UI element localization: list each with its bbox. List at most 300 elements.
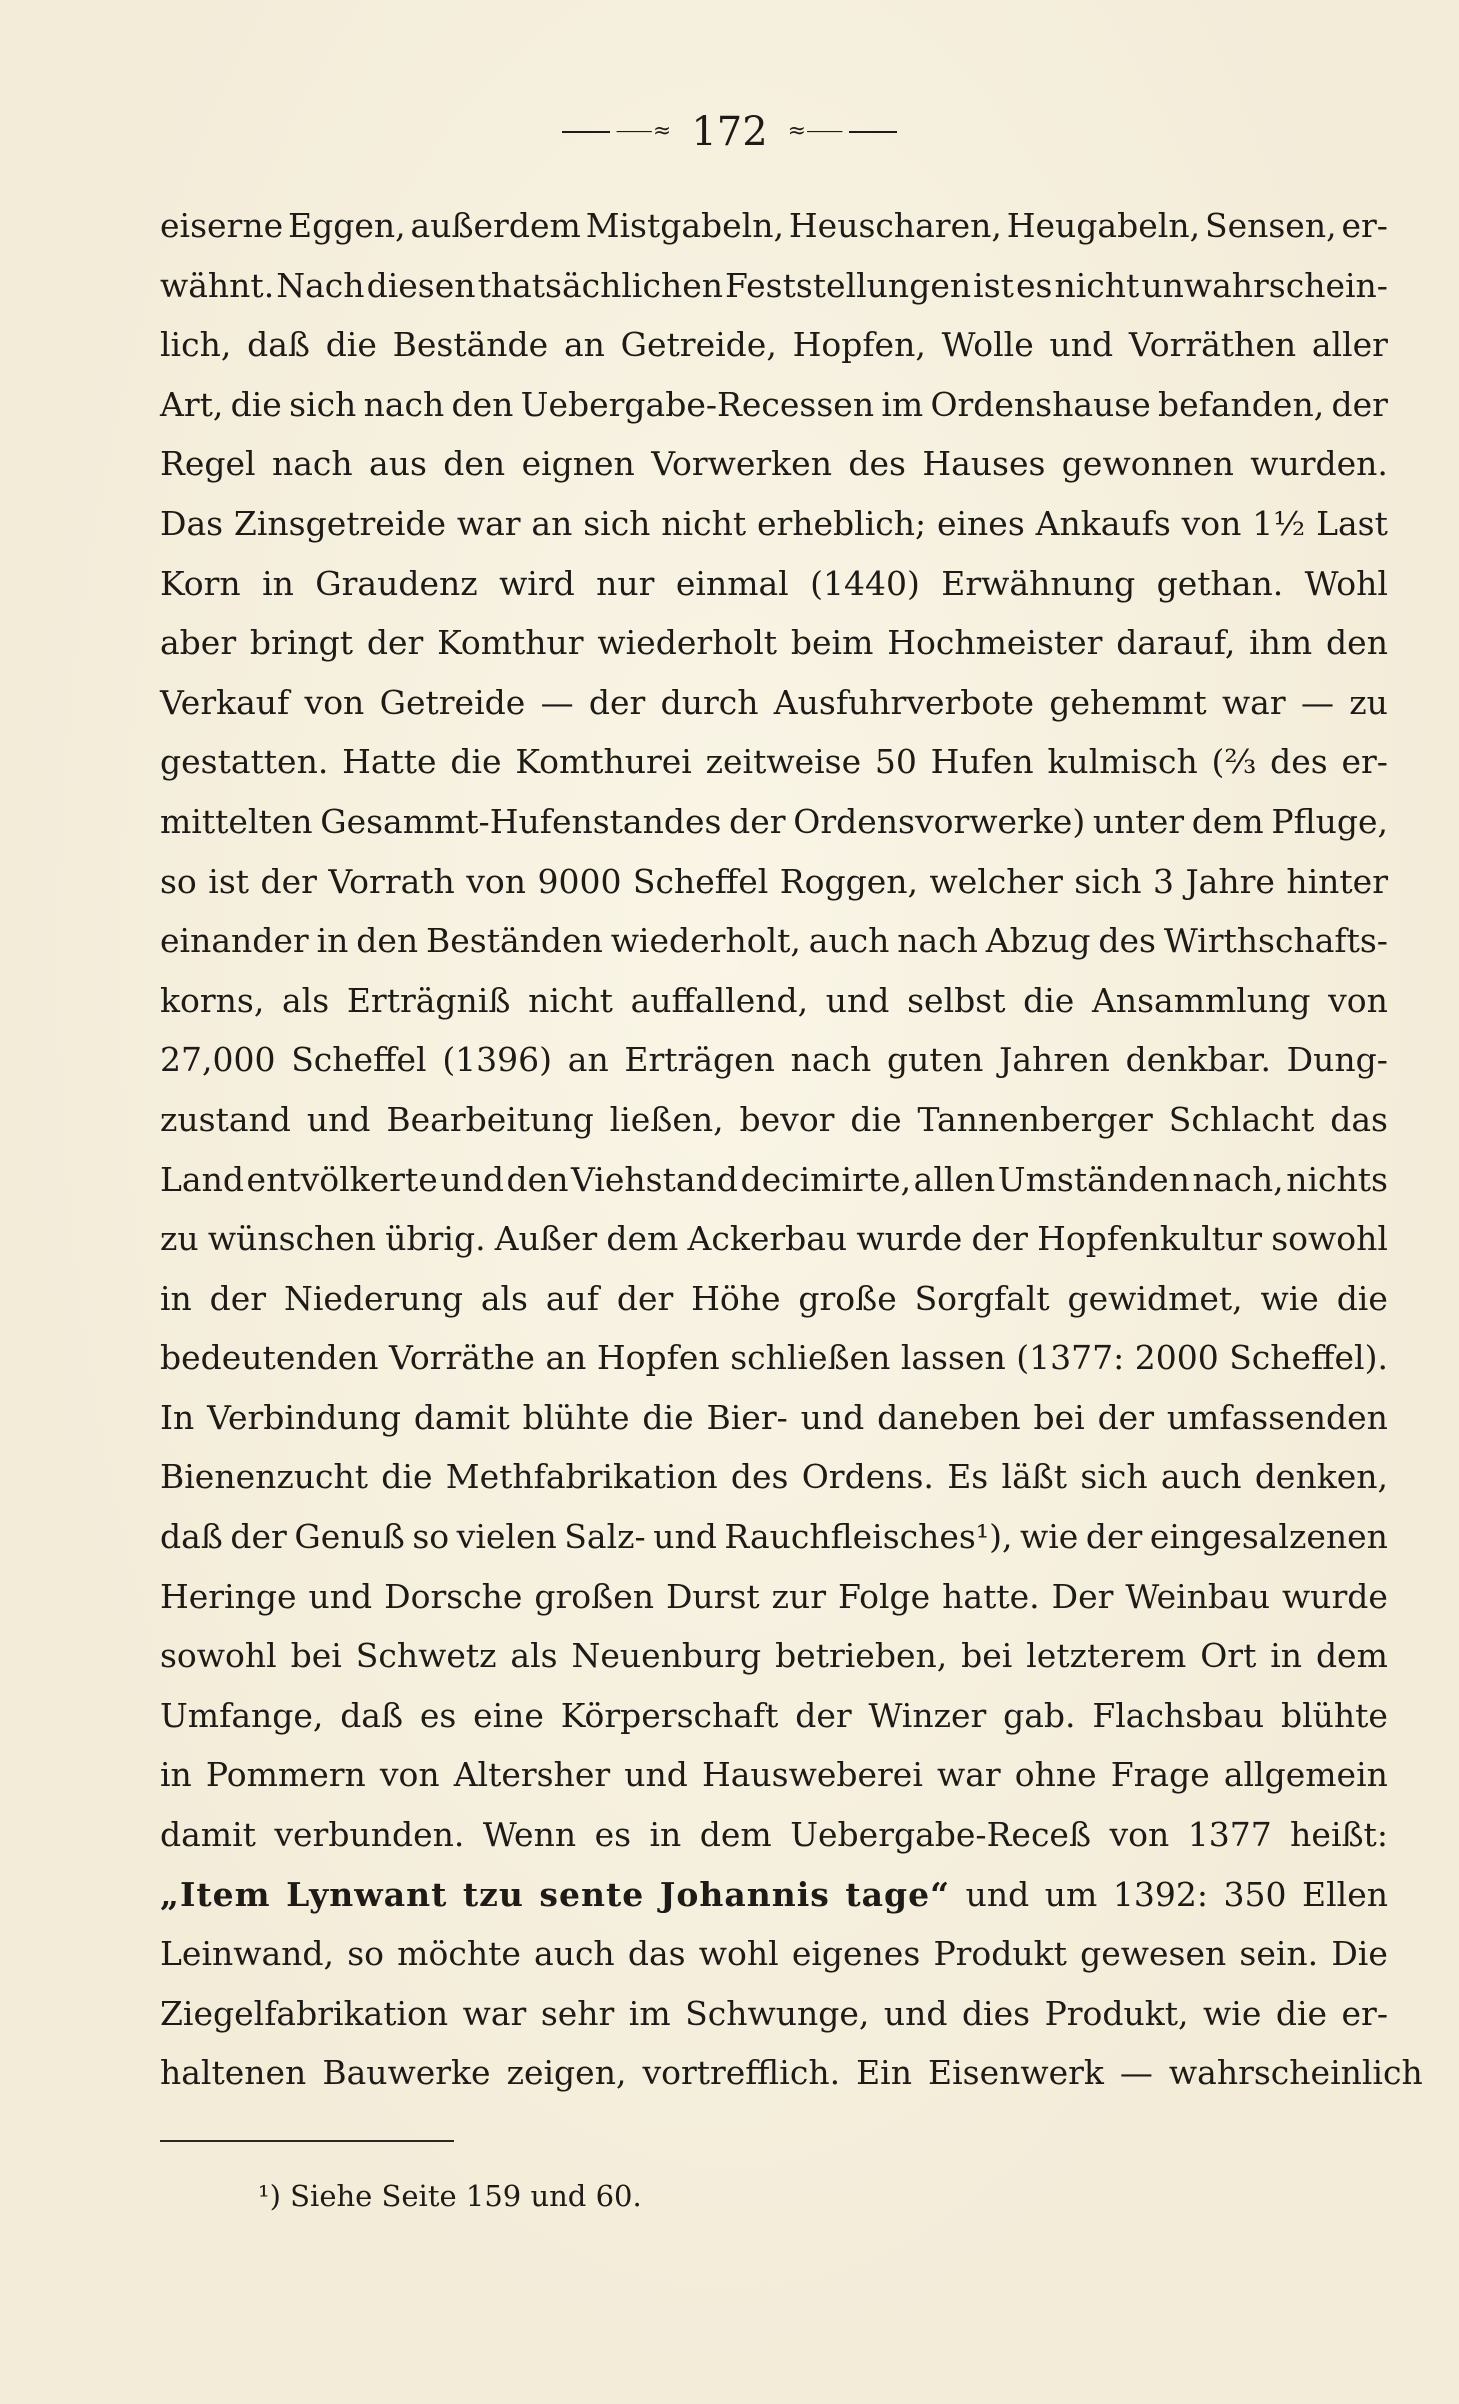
word: den <box>506 1159 569 1199</box>
word: durch <box>660 682 759 722</box>
word: der <box>795 1695 852 1735</box>
word: Uebergabe-Recessen <box>520 384 875 424</box>
word: Wolle <box>941 325 1034 365</box>
word: wiederholt, <box>610 921 801 961</box>
word: dem <box>699 1815 772 1855</box>
word: Abzug <box>985 921 1091 961</box>
word: die <box>1023 980 1075 1020</box>
word: Erträgniß <box>346 980 511 1020</box>
word: war <box>462 1993 527 2033</box>
word: mittelten <box>160 801 313 841</box>
word: an <box>567 1040 609 1080</box>
word: Vorräthe <box>389 1338 535 1378</box>
word: so <box>412 1517 450 1557</box>
word: wie <box>1203 1993 1262 2033</box>
word: das <box>1330 1099 1388 1139</box>
word: Sensen, <box>1204 206 1337 245</box>
word: und <box>825 980 890 1020</box>
word: 9000 <box>537 861 622 901</box>
header-rule-left <box>562 131 610 133</box>
word: Dung- <box>1286 1040 1388 1080</box>
word: kulmisch <box>1047 742 1198 782</box>
word: außerdem <box>410 206 581 245</box>
word: als <box>480 1278 528 1318</box>
word: der <box>1085 1517 1143 1557</box>
word: daneben <box>877 1397 1021 1437</box>
text-line <box>160 2043 1423 2103</box>
word: möchte <box>397 1934 521 1974</box>
text-line <box>160 1626 1388 1686</box>
word: im <box>881 384 924 424</box>
word: Durst <box>665 1576 760 1616</box>
word: den <box>356 921 419 961</box>
word: wähnt. <box>160 265 275 305</box>
word: und <box>883 1993 948 2033</box>
word: und <box>965 1874 1030 1914</box>
word: als <box>282 980 330 1020</box>
text-line <box>160 256 1388 316</box>
word: um <box>1044 1874 1098 1914</box>
word: an <box>545 1338 587 1378</box>
word: nach <box>271 444 353 484</box>
word: Ordenshause <box>930 384 1151 424</box>
word: in <box>316 921 349 961</box>
word: Hopfenkultur <box>1037 1219 1262 1259</box>
word: nicht <box>1054 265 1140 305</box>
word: im <box>628 1993 671 2033</box>
text-line <box>160 315 1388 375</box>
word: bringt <box>249 623 354 663</box>
header-rule-right <box>849 131 897 133</box>
word: war <box>456 503 521 543</box>
word: der <box>588 682 646 722</box>
word: auch <box>1160 1457 1242 1497</box>
word: nach <box>363 384 445 424</box>
word: Getreide <box>379 682 526 722</box>
word: Viehstand <box>571 1159 738 1199</box>
word: sowohl <box>160 1636 277 1676</box>
word: der <box>729 801 786 841</box>
word: ist <box>208 861 250 901</box>
word: des <box>1270 742 1328 782</box>
word: Jahren <box>999 1040 1110 1080</box>
word: Ellen <box>1302 1874 1388 1914</box>
word: auch <box>534 1934 615 1974</box>
word: zustand <box>160 1099 291 1139</box>
word: Johannis <box>659 1874 830 1914</box>
word: ohne <box>1014 1755 1097 1795</box>
text-line <box>160 1745 1388 1805</box>
word: Sorgfalt <box>914 1278 1050 1318</box>
word: gab. <box>1003 1695 1076 1735</box>
word: bei <box>290 1636 342 1676</box>
word: des <box>730 1457 789 1497</box>
word: Bestände <box>392 325 549 365</box>
word: der <box>1331 384 1388 424</box>
word: Zinsgetreide <box>233 503 447 543</box>
word: sich <box>289 384 357 424</box>
word: heißt: <box>1290 1815 1388 1855</box>
word: (⅔ <box>1211 742 1257 782</box>
word: Das <box>160 503 224 543</box>
text-line <box>160 1447 1388 1507</box>
word: wurde <box>1281 1576 1388 1616</box>
word: nach, <box>1192 1159 1284 1199</box>
word: als <box>510 1636 558 1676</box>
word: an <box>531 503 573 543</box>
word: von <box>304 682 365 722</box>
word: Beständen <box>426 921 603 961</box>
word: der <box>971 1219 1028 1259</box>
word: so <box>347 1934 385 1974</box>
word: Hatte <box>342 742 437 782</box>
word: Produkt <box>933 1934 1067 1974</box>
word: Produkt, <box>1044 1993 1189 2033</box>
word: Ackerbau <box>687 1219 848 1259</box>
word: daß <box>160 1517 223 1557</box>
text-line <box>160 1209 1388 1269</box>
word: Korn <box>160 563 241 603</box>
word: Lynwant <box>286 1874 448 1914</box>
header-ornament-right: ≈⸺ <box>787 118 844 144</box>
word: Methfabrikation <box>445 1457 718 1497</box>
word: Dorsche <box>384 1576 523 1616</box>
word: Die <box>1331 1934 1388 1974</box>
word: Verbindung <box>207 1397 401 1437</box>
word: an <box>563 325 605 365</box>
word: ließen, <box>609 1099 724 1139</box>
text-line <box>160 1030 1388 1090</box>
word: nach <box>897 921 978 961</box>
word: Winzer <box>868 1695 987 1735</box>
header-ornament-left: ⸺≈ <box>615 118 672 144</box>
word: Scheffel <box>632 861 769 901</box>
word: von <box>1109 1815 1170 1855</box>
word: tage“ <box>845 1874 951 1914</box>
word: Jahre <box>1185 861 1275 901</box>
page-header <box>0 98 1459 162</box>
word: aller <box>1311 325 1388 365</box>
word: 27,000 <box>160 1040 276 1080</box>
word: befanden, <box>1158 384 1325 424</box>
word: Bienenzucht <box>160 1457 369 1497</box>
word: Eggen, <box>288 206 406 245</box>
word: gehemmt <box>1049 682 1207 722</box>
word: Salz- <box>564 1517 646 1557</box>
word: Heringe <box>160 1576 297 1616</box>
word: war <box>1221 682 1286 722</box>
word: Ordensvorwerke) <box>793 801 1086 841</box>
word: sich <box>1074 861 1142 901</box>
text-line <box>160 911 1388 971</box>
word: Hochmeister <box>887 623 1103 663</box>
word: Höhe <box>691 1278 781 1318</box>
word: nach <box>790 1040 872 1080</box>
footnote-marker: ¹) <box>258 2179 281 2213</box>
word: daß <box>247 325 310 365</box>
word: eingesalzenen <box>1149 1517 1388 1557</box>
word: entvölkerte <box>246 1159 438 1199</box>
word: Uebergabe-Receß <box>790 1815 1092 1855</box>
word: Außer <box>494 1219 598 1259</box>
word: aber <box>160 623 237 663</box>
word: auch <box>808 921 890 961</box>
word: schließen <box>730 1338 891 1378</box>
word: ist <box>973 265 1014 305</box>
word: — <box>1119 2053 1153 2093</box>
word: der <box>616 1278 674 1318</box>
word: große <box>798 1278 897 1318</box>
word: sich <box>1080 1457 1148 1497</box>
footnote-separator <box>160 2140 454 2142</box>
word: der <box>209 1278 267 1318</box>
word: und <box>440 1159 504 1199</box>
word: und <box>308 1576 373 1616</box>
word: Flachsbau <box>1092 1695 1265 1735</box>
word: Hopfen <box>596 1338 720 1378</box>
word: Vorwerken <box>651 444 832 484</box>
word: Vorräthen <box>1128 325 1297 365</box>
text-line <box>160 1686 1388 1746</box>
word: eine <box>473 1695 544 1735</box>
word: 50 <box>874 742 917 782</box>
word: — <box>1300 682 1334 722</box>
word: Ein <box>856 2053 912 2093</box>
word: nur <box>596 563 655 603</box>
word: Verkauf <box>160 682 290 722</box>
word: nicht <box>661 503 747 543</box>
word: diesen <box>366 265 476 305</box>
word: in <box>1270 1636 1303 1676</box>
word: auffallend, <box>630 980 809 1020</box>
word: es <box>594 1815 632 1855</box>
text-line <box>160 494 1388 554</box>
word: 350 <box>1223 1874 1287 1914</box>
text-line <box>160 1090 1388 1150</box>
word: die <box>381 1457 433 1497</box>
word: wurde <box>856 1219 963 1259</box>
word: der <box>1097 1397 1154 1437</box>
word: korns, <box>160 980 265 1020</box>
word: aus <box>369 444 427 484</box>
word: — <box>540 682 574 722</box>
word: sein. <box>1239 1934 1319 1974</box>
word: Erträgen <box>624 1040 775 1080</box>
word: Körperschaft <box>560 1695 779 1735</box>
word: beim <box>790 623 874 663</box>
word: Eisenwerk <box>928 2053 1104 2093</box>
text-line <box>160 732 1388 792</box>
text-line <box>160 1507 1388 1567</box>
word: großen <box>534 1576 654 1616</box>
word: Scheffel). <box>1229 1338 1388 1378</box>
text-line <box>160 1805 1388 1865</box>
word: ihm <box>1249 623 1313 663</box>
word: tzu <box>462 1874 524 1914</box>
word: Ordens. <box>801 1457 934 1497</box>
body-text <box>160 196 1423 2103</box>
text-line <box>160 673 1388 733</box>
word: zu <box>160 1219 199 1259</box>
word: in <box>649 1815 682 1855</box>
text-line <box>160 1567 1388 1627</box>
word: war <box>936 1755 1001 1795</box>
word: Ansammlung <box>1092 980 1311 1020</box>
word: die <box>230 384 282 424</box>
word: und <box>653 1517 717 1557</box>
text-line <box>160 971 1388 1031</box>
word: von <box>1328 980 1388 1020</box>
word: thatsächlichen <box>477 265 723 305</box>
word: Bearbeitung <box>386 1099 594 1139</box>
word: gestatten. <box>160 742 329 782</box>
text-line <box>160 1269 1388 1329</box>
word: guten <box>887 1040 984 1080</box>
word: allen <box>913 1159 996 1199</box>
word: Komthurei <box>515 742 692 782</box>
word: „Item <box>160 1874 271 1914</box>
word: Ankaufs <box>1035 503 1171 543</box>
word: Schwunge, <box>685 1993 870 2033</box>
word: Komthur <box>437 623 584 663</box>
word: er- <box>1341 206 1388 245</box>
word: hatte. <box>942 1576 1040 1616</box>
word: Hauses <box>922 444 1046 484</box>
word: zeitweise <box>705 742 862 782</box>
word: Gesammt-Hufenstandes <box>320 801 722 841</box>
word: dem <box>606 1219 679 1259</box>
word: des <box>848 444 906 484</box>
word: (1396) <box>442 1040 553 1080</box>
word: der <box>366 623 424 663</box>
page-number: 172 <box>691 108 768 155</box>
word: Hausweberei <box>701 1755 923 1795</box>
word: die <box>850 1099 902 1139</box>
word: die <box>450 742 502 782</box>
word: In <box>160 1397 195 1437</box>
word: Pommern <box>205 1755 366 1795</box>
word: haltenen <box>160 2053 307 2093</box>
word: die <box>1275 1993 1328 2033</box>
word: er- <box>1341 742 1388 782</box>
text-line <box>160 792 1388 852</box>
text-line <box>160 1984 1388 2044</box>
word: Schlacht <box>1168 1099 1315 1139</box>
word: Roggen, <box>779 861 919 901</box>
word: wird <box>499 563 575 603</box>
word: es <box>1015 265 1053 305</box>
text-line <box>160 375 1388 435</box>
word: denken, <box>1254 1457 1388 1497</box>
word: bevor <box>739 1099 835 1139</box>
word: die <box>325 325 377 365</box>
text-line <box>160 196 1388 256</box>
word: nichts <box>1286 1159 1388 1199</box>
word: nicht <box>528 980 613 1020</box>
text-line <box>160 1150 1388 1210</box>
word: Schwetz <box>355 1636 497 1676</box>
word: unter <box>1092 801 1184 841</box>
word: es <box>419 1695 457 1735</box>
word: Vorrath <box>328 861 455 901</box>
word: umfassenden <box>1166 1397 1388 1437</box>
word: einmal <box>675 563 789 603</box>
word: Altersher <box>453 1755 611 1795</box>
word: Es <box>947 1457 989 1497</box>
word: Neuenburg <box>571 1636 762 1676</box>
word: Umständen <box>997 1159 1190 1199</box>
word: Scheffel <box>291 1040 427 1080</box>
word: in <box>160 1755 192 1795</box>
word: Nach <box>276 265 365 305</box>
word: dem <box>1191 801 1264 841</box>
word: lich, <box>160 325 232 365</box>
word: Regel <box>160 444 256 484</box>
word: gewonnen <box>1061 444 1234 484</box>
word: Hufen <box>930 742 1034 782</box>
word: wurden. <box>1250 444 1388 484</box>
word: wohl <box>698 1934 779 1974</box>
word: Leinwand, <box>160 1934 335 1974</box>
word: von <box>1181 503 1242 543</box>
word: gewesen <box>1080 1934 1227 1974</box>
word: 1½ <box>1252 503 1306 543</box>
word: blühte <box>1280 1695 1388 1735</box>
word: Folge <box>838 1576 931 1616</box>
word: Ziegelfabrikation <box>160 1993 449 2033</box>
word: lassen <box>900 1338 1006 1378</box>
word: Rauchfleisches¹), <box>724 1517 1013 1557</box>
word: gethan. <box>1156 563 1284 603</box>
word: des <box>1098 921 1156 961</box>
word: Wohl <box>1304 563 1388 603</box>
word: sich <box>583 503 651 543</box>
text-line <box>160 1924 1388 1984</box>
word: Hopfen, <box>792 325 926 365</box>
word: unwahrschein- <box>1141 265 1388 305</box>
word: die <box>642 1397 694 1437</box>
word: vortrefflich. <box>642 2053 841 2093</box>
word: das <box>627 1934 686 1974</box>
word: sowohl <box>1271 1219 1388 1259</box>
word: bei <box>1033 1397 1085 1437</box>
word: Erwähnung <box>941 563 1136 603</box>
word: damit <box>160 1815 256 1855</box>
text-line <box>160 1865 1388 1925</box>
word: bei <box>961 1636 1013 1676</box>
word: wahrscheinlich <box>1168 2053 1423 2093</box>
word: der <box>230 1517 287 1557</box>
word: sente <box>539 1874 645 1914</box>
word: den <box>451 384 514 424</box>
word: allgemein <box>1223 1755 1388 1795</box>
word: Getreide, <box>620 325 777 365</box>
word: daß <box>340 1695 404 1735</box>
word: zu <box>1349 682 1388 722</box>
word: und <box>800 1397 865 1437</box>
word: wünschen <box>207 1219 377 1259</box>
word: in <box>262 563 294 603</box>
word: wie <box>1260 1278 1319 1318</box>
word: gewidmet, <box>1067 1278 1243 1318</box>
word: welcher <box>929 861 1063 901</box>
word: einander <box>160 921 309 961</box>
word: Ort <box>1200 1636 1257 1676</box>
word: Umfange, <box>160 1695 324 1735</box>
word: in <box>160 1278 192 1318</box>
word: er- <box>1341 1993 1388 2033</box>
word: Pfluge, <box>1271 801 1388 841</box>
